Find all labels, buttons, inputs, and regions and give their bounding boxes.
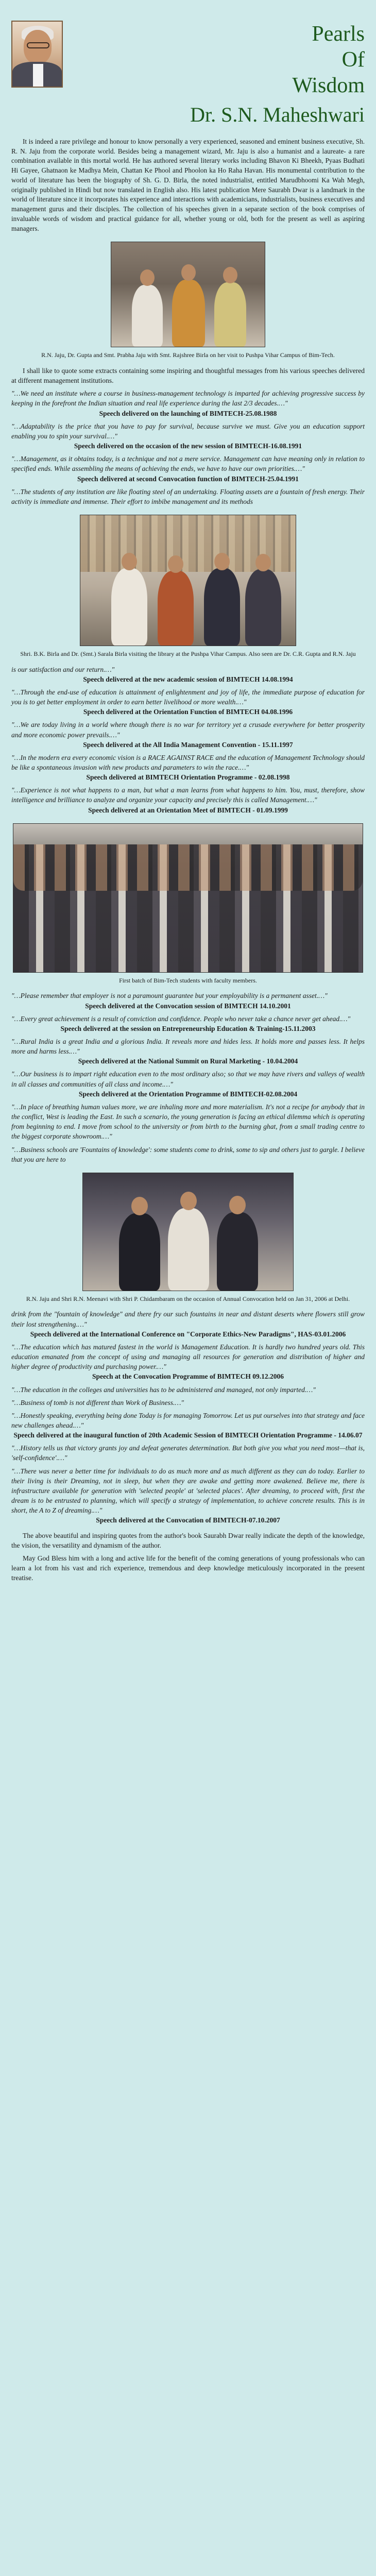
quote-text: "…Management, as it obtains today, is a technique and not a mere service. Management can have meaning only in relation to specified ends. While assembling the means of achieving the ends, we have to have our own priorities.…" [11,455,365,473]
photo-convocation [82,1173,294,1291]
quote-source: Speech delivered at the National Summit on Rural Marketing - 10.04.2004 [78,1057,298,1065]
quote-source: Speech delivered at the Convocation session of BIMTECH 14.10.2001 [85,1002,291,1010]
quote-source: Speech delivered at the session on Entrepreneurship Education & Training-15.11.2003 [60,1024,316,1032]
quote-source: Speech delivered on the launching of BIMTECH-25.08.1988 [99,409,277,417]
title-line: Wisdom [292,74,365,98]
quote-text: "…The education which has matured fastest in the world is Management Education. It is hardly two hundred years old. This education emanated from the concept of using and managing all resources for generation and distribution of higher and higher degree of productivity and purchasing power.…" [11,1343,365,1371]
figure-2 [11,515,365,658]
quote-source: Speech delivered at second Convocation function of BIMTECH-25.04.1991 [77,474,299,483]
quote-text: "…Honestly speaking, everything being done Today is for managing Tomorrow. Let us put ourselves into that strategy and face new challenges ahead.…" [11,1411,365,1429]
quote-text: "…Our business is to impart right education even to the most ordinary also; so that we may have rivers and valleys of wealth in all classes and communities of all class and income.…" [11,1070,365,1088]
quotes-section-4 [11,1309,365,1525]
author-portrait [11,21,63,88]
quote-text: "…Please remember that employer is not a paramount guarantee but your employability is a permanent asset.…" [11,992,328,1000]
quote-text: "…In place of breathing human values more, we are inhaling more and more materialism. It's not a recipe for anybody that in the conflict, West is leading the East. In such a scenario, the young generation is facing an ethical dilemma which is operating from beginning to end. I move from school to the university or from birth to the burning ghat, from a small trading centre to the biggest corporate showroom.…" [11,1103,365,1141]
figure-3 [11,823,365,985]
closing-paragraph: May God Bless him with a long and active life for the benefit of the coming generations of young professionals who can learn a lot from his vast and rich experience, tremendous and deep knowledge meticulously incorporated in the present treatise. [11,1554,365,1582]
quote-text: "…History tells us that victory grants joy and defeat generates determination. But both give you what you need most—that is, 'self-confidence'.…" [11,1444,365,1462]
quote-source: Speech at the Convocation Programme of BIMTECH 09.12.2006 [92,1372,284,1381]
photo-caption: R.N. Jaju and Shri R.N. Meenavi with Shri P. Chidambaram on the occasion of Annual Convocation held on Jan 31, 2006 at Delhi. [26,1295,350,1302]
quote-source: Speech delivered at BIMTECH Orientation Programme - 02.08.1998 [86,773,290,782]
quote-text: "…The education in the colleges and universities has to be administered and managed, not only imparted.…" [11,1385,316,1394]
quote-text: "…We need an institute where a course in business-management technology is imparted for achieving progressive success by keeping in the forefront the Indian situation and real life experience during the last 2/3 decades.…" [11,389,365,408]
quotes-section-1 [11,388,365,506]
quote-source: Speech delivered on the occasion of the new session of BIMTECH-16.08.1991 [74,442,302,450]
quotes-section-3 [11,991,365,1164]
quote-text: "…In the modern era every economic vision is a RACE AGAINST RACE and the education of Management Technology should be like a spontaneous invasion with new products and parameters to win the race.…" [11,753,365,771]
quote-source: Speech delivered at an Orientation Meet of BIMTECH - 01.09.1999 [88,806,288,814]
title-block [190,6,365,130]
lead-paragraph: I shall like to quote some extracts containing some inspiring and thoughtful messages from his various speeches delivered at different management institutions. [11,366,365,385]
quote-text: drink from the "fountain of knowledge" and there fry our such fountains in near and distant deserts where flowers still grow their lost strengthening.…" [11,1310,365,1328]
photo-caption: First batch of Bim-Tech students with faculty members. [119,976,257,984]
quote-text: "…Rural India is a great India and a glorious India. It reveals more and hides less. It holds more and passes less. It helps more and harms less.…" [11,1037,365,1056]
intro-paragraph: It is indeed a rare privilege and honour to know personally a very experienced, seasoned and eminent business executive, Sh. R. N. Jaju from the corporate world. Besides being a management wizard, Mr. Jaju is also a humanist and a laureate- a rare combination available in this mortal world. He has authored several literary works including Bhavon Ki Bheekh, Pyaas Budhati Hi Gayee, Ghatnaon ke Madhya Mein, Chattan Ke Phool and Phoolon ka Ho Raha Havan. His monumental contribution to the world of literature has been the biography of Sh. G. D. Birla, the noted industrialist, entitled Marudbhoomi Ka Wah Megh, originally published in Hindi but now translated in English also. His latest publication Mere Saurabh Dwar is a landmark in the world of literature since it incorporates his experience and interactions with academicians, industrialists, business executives and management gurus and their disciples. The collection of his speeches given in a separate section of the book comprises of invaluable words of wisdom and practical guidance for all, whether young or old, both for the present as well as aspiring managers. [11,138,365,232]
quotes-section-2 [11,665,365,815]
quote-text: is our satisfaction and our return.…" [11,665,115,673]
author-name: Dr. S.N. Maheshwari [190,103,365,127]
quote-text: "…We are today living in a world where though there is no war for territory yet a crusade everywhere for better prosperity and more economic power prevails.…" [11,721,365,739]
quote-text: "…Experience is not what happens to a man, but what a man learns from what happens to him. You, must, therefore, show intelligence and brilliance to analyze and organize your capacity and precisely this is called Management.…" [11,786,365,804]
photo-caption: Shri. B.K. Birla and Dr. (Smt.) Sarala Birla visiting the library at the Pushpa Vihar Campus. Also seen are Dr. C.R. Gupta and R.N. Jaju [20,650,356,657]
title-line: Of [341,48,365,72]
quote-text: "…Through the end-use of education is attainment of enlightenment and joy of life, the immediate purpose of education for you is to get better employment in order to earn better livelihood or more wealth.…" [11,688,365,706]
quote-text: "…Adaptability is the price that you have to pay for survival, because survive we must. Give you an education support enabling you to spin your survival.…" [11,422,365,440]
quote-text: "…Business of tomb is not different than Work of Business.…" [11,1398,184,1406]
quote-source: Speech delivered at the All India Management Convention - 15.11.1997 [83,740,293,749]
closing-paragraph: The above beautiful and inspiring quotes from the author's book Saurabh Dwar really indicate the depth of the knowledge, the vision, the versatility and dynamism of the author. [11,1531,365,1549]
photo-visit [111,242,265,347]
quote-source: Speech delivered at the Convocation of BIMTECH-07.10.2007 [96,1516,280,1524]
quote-source: Speech delivered at the Orientation Function of BIMTECH 04.08.1996 [83,708,293,716]
quote-text: "…Every great achievement is a result of conviction and confidence. People who never take a chance never get ahead.…" [11,1014,351,1023]
title-line: Pearls [312,22,365,46]
header [11,6,365,130]
photo-caption: R.N. Jaju, Dr. Gupta and Smt. Prabha Jaju with Smt. Rajshree Birla on her visit to Pushpa Vihar Campus of Bim-Tech. [41,351,335,359]
quote-text: "…The students of any institution are like floating steel of an undertaking. Floating assets are a fountain of fresh energy. Their activity is immediate and immense. Their effort to imbibe management and its methods [11,487,365,505]
photo-first-batch [13,823,363,973]
quote-source: Speech delivered at the International Conference on "Corporate Ethics-New Paradigms", HAS-03.01.2006 [30,1330,346,1338]
figure-4 [11,1173,365,1303]
photo-library [80,515,296,646]
figure-1 [11,242,365,360]
quote-source: Speech delivered at the Orientation Programme of BIMTECH-02.08.2004 [78,1090,298,1098]
quote-source: Speech delivered at the new academic session of BIMTECH 14.08.1994 [83,675,293,683]
quote-text: "…There was never a better time for individuals to do as much more and as much different as they can do today. Earlier to their living is their Dreaming, not in sleep, but when they are awake and getting more awakened. Believe me, there is infrastructure available for generation with 'selected people' at 'selected places'. After dreaming, to proceed with, first the dream is to be entrusted to planning, which will specify a strategy of implementation, to achieve concrete results. This is in short, the A to Z of dreaming.…" [11,1467,365,1515]
quote-text: "…Business schools are 'Fountains of knowledge': some students come to drink, some to sip and others just to gargle. I believe that you are here to [11,1145,365,1163]
quote-source: Speech delivered at the inaugural function of 20th Academic Session of BIMTECH Orientation Programme - 14.06.07 [13,1431,363,1439]
